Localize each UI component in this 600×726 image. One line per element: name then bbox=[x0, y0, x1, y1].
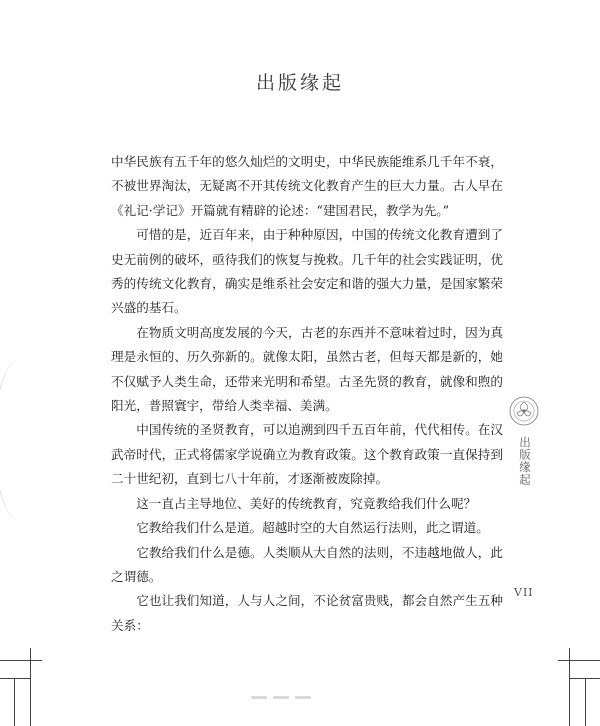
running-head: 出版缘起 bbox=[518, 436, 532, 486]
crop-mark bbox=[0, 678, 30, 679]
paragraph-2: 可惜的是，近百年来，由于种种原因，中国的传统文化教育遭到了史无前例的破坏，亟待我们的恢复与挽救。几千年的社会实践证明，优秀的传统文化教育，确实是维系社会安定和谐的强大力量，是国家繁荣兴盛的基石。 bbox=[111, 227, 503, 316]
page-curve-shadow bbox=[0, 360, 43, 520]
paragraph-7: 它教给我们什么是德。人类顺从大自然的法则，不违越地做人，此之谓德。 bbox=[111, 544, 503, 584]
paragraph-1: 中华民族有五千年的悠久灿烂的文明史，中华民族能维系几千年不衰，不被世界淘汰，无疑离不开其传统文化教育产生的巨大力量。古人早在《礼记·学记》开篇就有精辟的论述：“建国君民，教学为先。” bbox=[111, 154, 503, 218]
crop-mark bbox=[569, 648, 570, 726]
crop-mark bbox=[585, 678, 586, 726]
crop-mark bbox=[558, 660, 600, 661]
paragraph-5: 这一直占主导地位、美好的传统教育，究竟教给我们什么呢？ bbox=[136, 495, 477, 511]
print-mark bbox=[273, 696, 289, 699]
paragraph-8: 它也让我们知道，人与人之间，不论贫富贵贱，都会自然产生五种关系： bbox=[111, 593, 503, 633]
page-title: 出版缘起 bbox=[255, 72, 344, 94]
body-text bbox=[111, 150, 503, 638]
flower-emblem-icon bbox=[508, 395, 540, 427]
print-mark bbox=[295, 696, 311, 699]
paragraph-3: 在物质文明高度发展的今天，古老的东西并不意味着过时，因为真理是永恒的、历久弥新的。就像太阳，虽然古老，但每天都是新的，她不仅赋予人类生命，还带来光明和希望。古圣先贤的教育，就像和煦的阳光，普照寰宇，带给人类幸福、美满。 bbox=[111, 324, 503, 414]
crop-mark bbox=[30, 648, 31, 726]
page-number: VII bbox=[514, 586, 534, 599]
crop-mark bbox=[0, 660, 42, 661]
paragraph-6: 它教给我们什么是道。超越时空的大自然运行法则，此之谓道。 bbox=[136, 520, 489, 536]
print-mark bbox=[251, 696, 267, 699]
crop-mark bbox=[14, 678, 15, 726]
paragraph-4: 中国传统的圣贤教育，可以追溯到四千五百年前，代代相传。在汉武帝时代，正式将儒家学说确立为教育政策。这个教育政策一直保持到二十世纪初，直到七八十年前，才逐渐被废除掉。 bbox=[111, 422, 503, 487]
